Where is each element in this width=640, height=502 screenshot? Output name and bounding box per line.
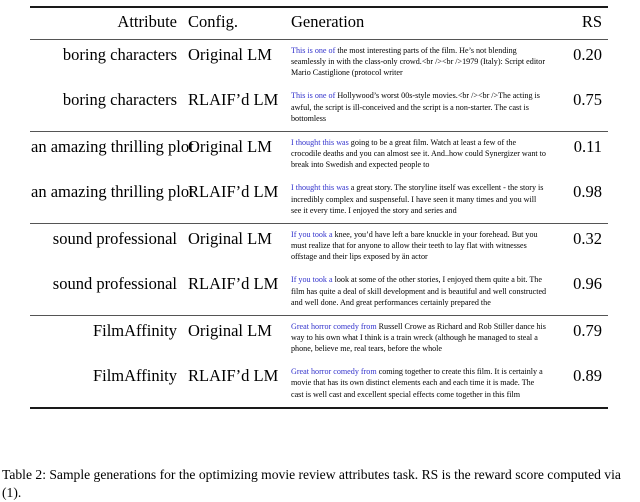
column-header-generation: Generation <box>291 12 365 31</box>
generation-text: Russell Crowe as Richard and Rob Stiller dance his way to his own what I think is a train wreck (although he managed to steal a phone, believe me, real tears, before the whole <box>291 321 546 354</box>
table-row <box>30 132 608 177</box>
generation-text: going to be a great film. Watch at least a few of the crocodile deaths and you can almost see it. And..how could Synergizer want to break into Swedish and expected people to <box>291 137 546 170</box>
cell-config: Original LM <box>188 45 272 64</box>
cell-generation <box>282 40 552 85</box>
cell-reward-score: 0.32 <box>573 228 602 248</box>
table-container <box>30 6 608 409</box>
column-header-config: Config. <box>188 12 238 31</box>
generation-text: a great story. The storyline itself was excellent - the story is incredibly complex and suspenseful. I have seen it many times and you will see it every time. I enjoyed the story and series and <box>291 183 544 215</box>
cell-generation <box>282 85 552 131</box>
cell-generation <box>282 177 552 223</box>
generation-text: knee, you’d have left a bare knuckle in your forehead. But you must realize that for anyone to allow their teeth to lay flat with witnesses offstage and their lips exposed by än actor <box>291 229 538 262</box>
cell-attribute: an amazing thrilling plot <box>31 136 194 156</box>
cell-generation <box>282 224 552 269</box>
cell-reward-score: 0.96 <box>573 274 602 294</box>
table-row <box>30 85 608 131</box>
prompt-prefix-text: This is one of <box>291 91 336 101</box>
prompt-prefix-text: I thought this was <box>291 137 349 147</box>
cell-config: RLAIF’d LM <box>188 182 279 202</box>
generation-text: look at some of the other stories, I enjoyed them quite a bit. The film has quite a deal of skill development and is beautiful and well constructed and well done. And great performances certainly prepared the <box>291 275 547 307</box>
generation-text: Hollywood’s worst 00s-style movies.<br /><br />The acting is awful, the script is ill-conceived and the script is a non-starter. The cast is bottomless <box>291 91 540 123</box>
generation-text: the most interesting parts of the film. He’s not blending seamlessly in with the class-only crowd.<br /><br />1979 (Italy): Script editor Mario Castiglione (protocol writer <box>291 46 546 78</box>
cell-config: Original LM <box>188 320 272 340</box>
sample-generations-table <box>30 6 608 409</box>
table-row <box>30 224 608 269</box>
cell-reward-score: 0.75 <box>573 90 602 110</box>
cell-config: RLAIF’d LM <box>188 90 279 110</box>
table-footer <box>30 408 608 409</box>
prompt-prefix-text: If you took a <box>291 275 333 285</box>
cell-config: RLAIF’d LM <box>188 366 279 386</box>
cell-reward-score: 0.20 <box>573 45 602 64</box>
cell-reward-score: 0.98 <box>573 182 602 202</box>
cell-attribute: sound professional <box>52 228 177 248</box>
generation-text: coming together to create this film. It is certainly a movie that has its own distinct elements each and each time it is made. The cast is well cast and excellent special effects come together in this film <box>291 367 543 399</box>
cell-generation <box>282 361 552 407</box>
cell-attribute: boring characters <box>62 90 177 110</box>
table-body <box>30 40 608 408</box>
column-header-rs: RS <box>581 12 602 31</box>
cell-attribute: sound professional <box>52 274 177 294</box>
cell-generation <box>282 132 552 177</box>
prompt-prefix-text: Great horror comedy from <box>291 367 377 377</box>
cell-attribute: FilmAffinity <box>92 320 177 340</box>
table-row <box>30 177 608 223</box>
cell-generation <box>282 269 552 315</box>
table-row <box>30 269 608 315</box>
table-caption: Table 2: Sample generations for the optimizing movie review attributes task. RS is the reward score computed via (1). <box>2 467 621 501</box>
header-row <box>30 8 608 40</box>
cell-reward-score: 0.11 <box>573 136 602 156</box>
cell-config: Original LM <box>188 228 272 248</box>
table-row <box>30 40 608 85</box>
bottom-rule <box>30 408 608 409</box>
prompt-prefix-text: This is one of <box>291 46 336 55</box>
cell-generation <box>282 316 552 361</box>
cell-attribute: an amazing thrilling plot <box>31 182 194 202</box>
prompt-prefix-text: Great horror comedy from <box>291 321 377 331</box>
cell-config: Original LM <box>188 136 272 156</box>
cell-attribute: boring characters <box>62 45 177 64</box>
cell-reward-score: 0.89 <box>573 366 602 386</box>
table-row <box>30 361 608 407</box>
table-row <box>30 316 608 361</box>
cell-config: RLAIF’d LM <box>188 274 279 294</box>
prompt-prefix-text: I thought this was <box>291 183 349 193</box>
prompt-prefix-text: If you took a <box>291 229 333 239</box>
cell-attribute: FilmAffinity <box>92 366 177 386</box>
table-header <box>30 7 608 40</box>
column-header-attribute: Attribute <box>117 12 177 31</box>
cell-reward-score: 0.79 <box>573 320 602 340</box>
